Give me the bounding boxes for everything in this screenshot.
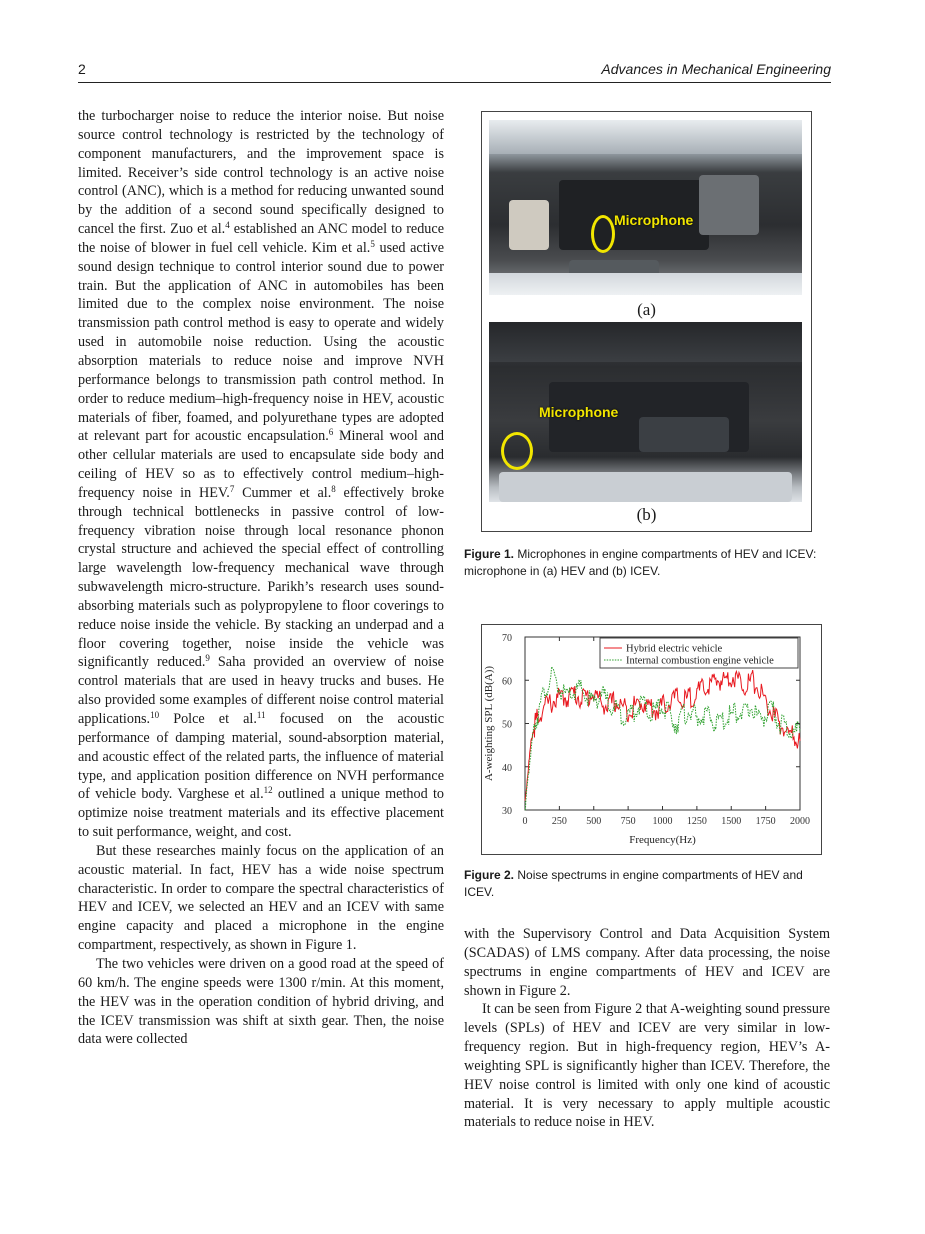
microphone-label: Microphone: [614, 212, 694, 228]
citation-ref[interactable]: 7: [229, 483, 235, 494]
citation-ref[interactable]: 11: [256, 710, 266, 720]
y-tick-label: 60: [502, 676, 512, 688]
y-tick-label: 30: [502, 806, 512, 817]
figure-1-caption: [464, 546, 819, 580]
citation-ref[interactable]: 10: [150, 710, 160, 720]
microphone-label: Microphone: [539, 404, 619, 420]
citation-ref[interactable]: 6: [328, 427, 334, 438]
caption-label: Figure 1.: [464, 547, 515, 561]
x-tick-label: 0: [522, 816, 528, 827]
paragraph-spectrum-comparison: It can be seen from Figure 2 that A-weighting sound pressure levels (SPLs) of HEV and ICEV are very similar in low-frequency region. But in high-frequency region, HEV’s A-weighting SPL is significantly higher than ICEV. Therefore, the HEV noise control is limited with only one kind of acoustic material. It is very necessary to apply multiple acoustic materials to reduce noise in HEV.: [464, 1001, 830, 1131]
paragraph-test-conditions: The two vehicles were driven on a good road at the speed of 60 km/h. The engine speeds were 1300 r/min. At this moment, the HEV was in the operation condition of hybrid driving, and the ICEV transmission was shift at sixth gear. Then, the noise data were collected: [78, 955, 444, 1048]
x-tick-label: 1250: [686, 816, 707, 827]
x-tick-label: 250: [551, 816, 567, 827]
paragraph-intro-continued: the turbocharger noise to reduce the interior noise. But noise source control technology is restricted by the technology of component manufacturers, and the improvement space is limited. Receiver’s side control technology is an active noise control (ANC), which is a method for reducing unwanted sound by the addition of a second sound specifically designed to cancel the first. Zuo et al.$^4$ established an ANC model to reduce the noise of blower in fuel cell vehicle. Kim et al.$^5$ used active sound design technique to control interior sound due to power train. But the application of ANC in automobiles has been limited due to the complex noise environment. The noise transmission path control method is easy to operate and widely used in automobile noise reduction. Using the acoustic absorption materials to reduce noise and improve NVH performance belongs to transmission path control method. In order to reduce medium–high-frequency noise in HEV, acoustic materials of fiber, foamed, and polyurethane types are adopted at relevant part for acoustic encapsulation.$^6$ Mineral wool and other cellular materials are used to encapsulate side body and ceiling of HEV so as to effectively control medium–high-frequency noise in HEV.$^7$ Cummer et al.$^8$ effectively broke through technical bottlenecks in passive control of low-frequency vibration noise through local resonance phonon crystal structure and achieved the special effect of controlling large wavelength low-frequency mechanical wave through subwavelength micro-structure. Parikh’s research uses sound-absorbing materials such as polypropylene to floor coverings to reduce noise inside the vehicle. By stacking an underpad and a floor covering together, noise inside the vehicle was significantly reduced.$^9$ Saha provided an overview of noise control materials that are used in heavy trucks and buses. He also provided some examples of different noise control material applications.$^{10}$ Polce et al.$^{11}$ focused on the acoustic performance of damping material, sound-absorption material, and acoustic effect of the related parts, the influence of material type, and application position difference on NVH performance of vehicle body. Varghese et al.$^{12}$ outlined a unique method to optimize noise treatment materials and its effective placement to suit performance, weight, and cost.: [78, 108, 445, 841]
citation-ref[interactable]: 8: [331, 483, 336, 494]
series-line-icev: [525, 667, 800, 810]
paragraph-data-acquisition: with the Supervisory Control and Data Acquisition System (SCADAS) of LMS company. After data processing, the noise spectrums in engine compartments of HEV and ICEV are shown in Figure 2.: [464, 926, 830, 999]
right-column: [464, 925, 830, 1132]
y-axis-title: A-weighting SPL (dB(A)): [483, 665, 495, 782]
legend-label: Hybrid electric vehicle: [626, 643, 723, 655]
caption-label: Figure 2.: [464, 868, 515, 882]
journal-title: Advances in Mechanical Engineering: [601, 61, 831, 77]
microphone-marker-circle: [501, 432, 533, 470]
page-header: [78, 58, 831, 83]
x-tick-label: 1000: [652, 816, 673, 827]
spectrum-chart-svg: [482, 625, 821, 854]
subfigure-label-b: (b): [636, 505, 657, 524]
x-tick-label: 1750: [755, 816, 776, 827]
x-tick-label: 500: [586, 816, 602, 827]
citation-ref[interactable]: 5: [370, 238, 375, 249]
figure-1: [481, 111, 812, 532]
citation-ref[interactable]: 12: [263, 785, 273, 796]
x-tick-label: 1500: [721, 816, 742, 827]
page-number: 2: [78, 61, 86, 77]
x-tick-label: 2000: [790, 816, 810, 827]
y-tick-label: 40: [502, 762, 512, 774]
microphone-marker-circle: [591, 215, 615, 253]
paragraph-research-focus: But these researches mainly focus on the application of an acoustic material. In fact, HEV has a wide noise spectrum characteristic. In order to compare the spectral characteristics of HEV and ICEV, we selected an HEV and an ICEV with same engine capacity and placed a microphone in the engine compartment, respectively, as shown in Figure 1.: [78, 842, 444, 954]
y-tick-label: 70: [502, 633, 512, 644]
subfigure-label-a: (a): [637, 300, 656, 319]
x-axis-title: Frequency(Hz): [629, 834, 696, 846]
photo-icev-engine-compartment: [489, 322, 802, 502]
y-tick-label: 50: [502, 719, 512, 731]
figure-2-chart: [481, 624, 822, 855]
caption-text: Microphones in engine compartments of HEV and ICEV: microphone in (a) HEV and (b) ICEV.: [464, 547, 817, 578]
photo-hev-engine-compartment: [489, 120, 802, 295]
citation-ref[interactable]: 4: [225, 220, 230, 231]
citation-ref[interactable]: 9: [205, 653, 210, 664]
legend-label: Internal combustion engine vehicle: [626, 655, 774, 667]
figure-2-caption: [464, 867, 819, 901]
left-column: [78, 107, 444, 1049]
x-tick-label: 750: [620, 816, 636, 827]
caption-text: Noise spectrums in engine compartments of HEV and ICEV.: [464, 868, 803, 899]
